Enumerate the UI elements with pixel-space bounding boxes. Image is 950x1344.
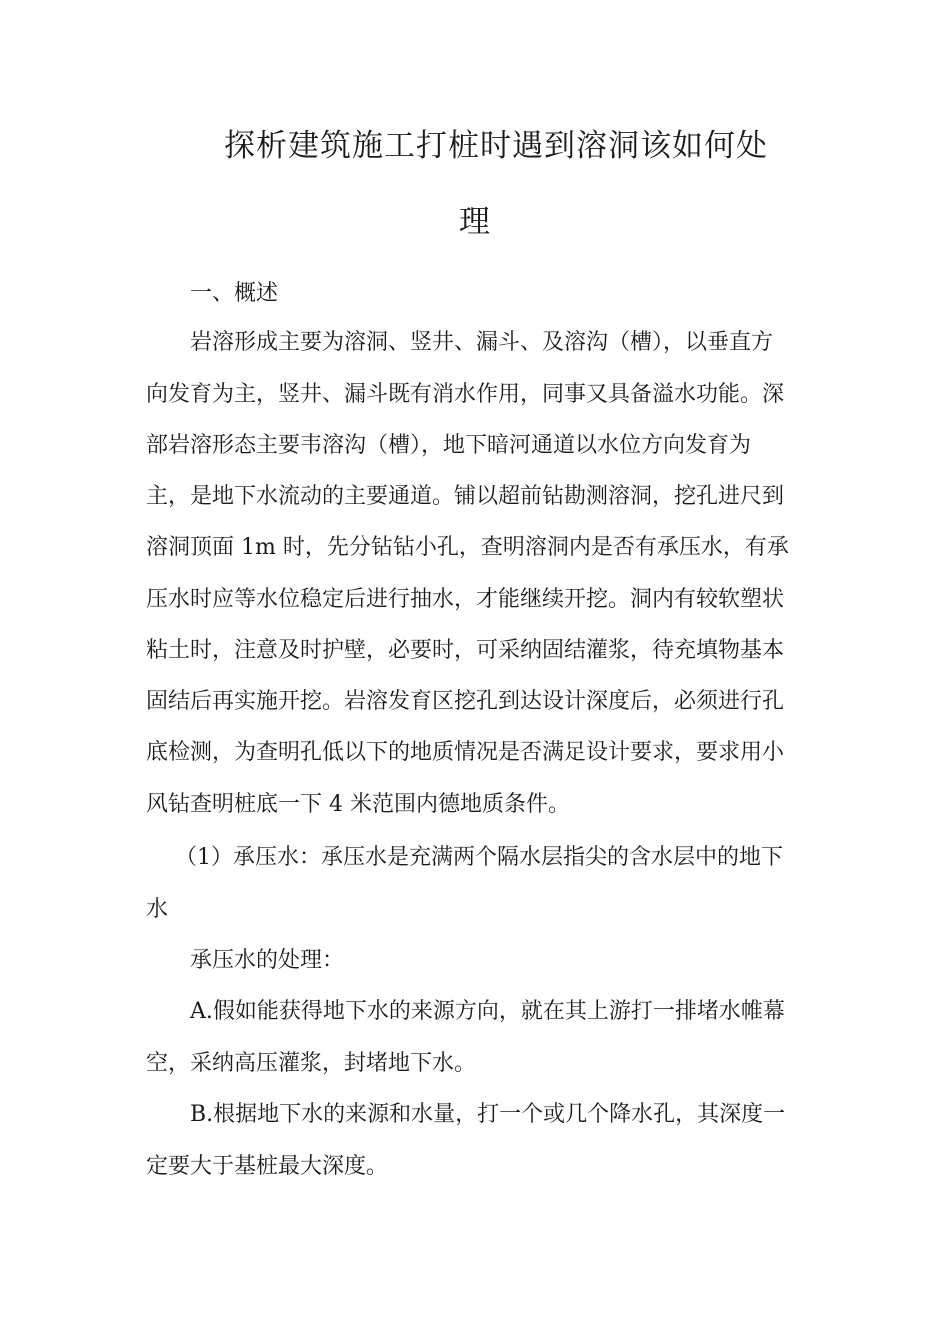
paragraph-line: （1）承压水：承压水是充满两个隔水层指尖的含水层中的地下 <box>175 845 783 870</box>
paragraph-line: 向发育为主，竖井、漏斗既有消水作用，同事又具备溢水功能。深 <box>146 382 785 407</box>
document-title-line-1: 探析建筑施工打桩时遇到溶洞该如何处 <box>224 128 768 164</box>
paragraph-line: 定要大于基桩最大深度。 <box>146 1154 389 1179</box>
paragraph-line: 岩溶形成主要为溶洞、竖井、漏斗、及溶沟（槽），以垂直方 <box>190 330 774 355</box>
paragraph-line: B.根据地下水的来源和水量，打一个或几个降水孔，其深度一 <box>190 1102 786 1127</box>
section-heading: 一、概述 <box>190 281 279 306</box>
paragraph-line: 空，采纳高压灌浆，封堵地下水。 <box>146 1051 477 1076</box>
paragraph-line: 风钻查明桩底一下 4 米范围内德地质条件。 <box>146 792 570 817</box>
document-title-line-2: 理 <box>459 204 491 240</box>
paragraph-line: 粘土时，注意及时护壁，必要时，可采纳固结灌浆，待充填物基本 <box>146 638 785 663</box>
treatment-heading: 承压水的处理： <box>190 948 345 973</box>
paragraph-line: 压水时应等水位稳定后进行抽水，才能继续开挖。洞内有较软塑状 <box>146 587 785 612</box>
paragraph-line: 固结后再实施开挖。岩溶发育区挖孔到达设计深度后，必须进行孔 <box>146 689 785 714</box>
paragraph-line: 水 <box>146 897 169 922</box>
paragraph-line: 溶洞顶面 1m 时，先分钻钻小孔，查明溶洞内是否有承压水，有承 <box>146 535 789 560</box>
paragraph-line: A.假如能获得地下水的来源方向，就在其上游打一排堵水帷幕 <box>190 999 785 1024</box>
paragraph-line: 主，是地下水流动的主要通道。铺以超前钻勘测溶洞，挖孔进尺到 <box>146 484 785 509</box>
paragraph-line: 底检测，为查明孔低以下的地质情况是否满足设计要求，要求用小 <box>146 740 785 765</box>
paragraph-line: 部岩溶形态主要韦溶沟（槽），地下暗河通道以水位方向发育为 <box>146 433 752 458</box>
